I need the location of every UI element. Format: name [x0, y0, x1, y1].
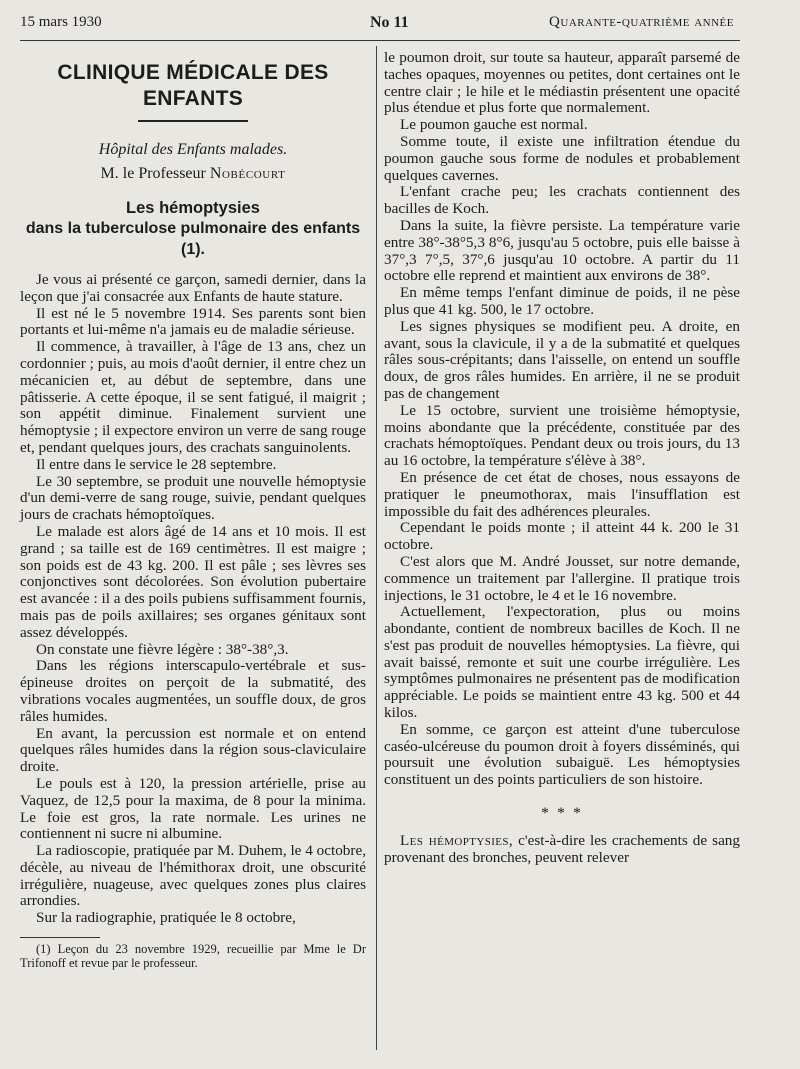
paragraph: Il commence, à travailler, à l'âge de 13 ans, chez un cordonnier ; puis, au mois d'août dernier, il entre chez un mécanicien et, au début de septembre, dans une pâtisserie. A cette époque, il se sent fatigué, il maigrit ; son appétit diminue. Finalement survient une hémoptysie ; il expectore environ un verre de sang rouge et, pendant quelques jours, des crachats sanguinolents.	[20, 338, 366, 456]
professor-prefix: M. le Professeur	[100, 165, 206, 182]
section-title: CLINIQUE MÉDICALE DES ENFANTS	[57, 61, 329, 110]
lecture-subtitle: dans la tuberculose pulmonaire des enfants (1).	[25, 220, 361, 258]
paragraph-final	[384, 833, 740, 867]
paragraph: Il entre dans le service le 28 septembre.	[36, 455, 277, 473]
paragraph: L'enfant crache peu; les crachats contiennent des bacilles de Koch.	[384, 183, 740, 218]
running-header	[20, 14, 734, 36]
paragraph: Le poumon gauche est normal.	[400, 116, 588, 134]
hospital-name: Hôpital des Enfants malades.	[98, 141, 288, 158]
paragraph: La radioscopie, pratiquée par M. Duhem, le 4 octobre, décèle, au niveau de l'hémithorax droit, une obscurité irrégulière, nuageuse, avec quelques zones plus claires arrondies.	[20, 842, 366, 910]
issue-number: No 11	[370, 14, 409, 31]
title-rule	[138, 120, 248, 122]
paragraph: En avant, la percussion est normale et on entend quelques râles humides dans la région sous-claviculaire droite.	[20, 724, 366, 776]
paragraph: En somme, ce garçon est atteint d'une tuberculose caséo-ulcéreuse du poumon droit à foyers disséminés, qui poursuit une évolution subaiguë. Les hémoptysies constituent un des points particuliers de son histoire.	[384, 720, 740, 789]
paragraph: Le 30 septembre, se produit une nouvelle hémoptysie d'un demi-verre de sang rouge, suivie, pendant quelques jours de crachats hémoptoïques.	[20, 472, 366, 524]
paragraph: On constate une fièvre légère : 38°-38°,3.	[36, 640, 289, 658]
paragraph: Le malade est alors âgé de 14 ans et 10 mois. Il est grand ; sa taille est de 169 centimètres. Il est maigre ; son poids est de 43 kg. 200. Il est pâle ; ses lèvres ses conjonctives sont décolorées. Son évolution pubertaire est avancée : il a des poils pubiens suffisamment fournis, mais pas de poils axillaires; ses organes génitaux sont assez développés.	[20, 522, 366, 641]
paragraph: Il est né le 5 novembre 1914. Ses parents sont bien portants et lui-même n'a jamais eu de maladie sérieuse.	[20, 304, 366, 339]
footnote-rule	[20, 937, 100, 938]
paragraph: Dans la suite, la fièvre persiste. La température varie entre 38°-38°5,3 8°6, jusqu'au 5 octobre, puis elle baisse à 37°,3 7°,5, 37°,6 jusqu'au 10 octobre. A partir du 11 octobre elle reprend et maintient aux environs de 38°.	[384, 216, 740, 285]
paragraph: Je vous ai présenté ce garçon, samedi dernier, dans la leçon que j'ai consacrée aux Enfants de haute stature.	[20, 271, 366, 305]
volume-year: Quarante-quatrième année	[549, 14, 734, 30]
right-column	[384, 50, 740, 867]
paragraph: C'est alors que M. André Jousset, sur notre demande, commence un traitement par l'allergine. Il pratique trois injections, le 31 octobre, le 4 et le 16 novembre.	[384, 552, 740, 604]
paragraph: Les signes physiques se modifient peu. A droite, en avant, sous la clavicule, il y a de la submatité et quelques râles sous-crépitants; dans l'aisselle, on entend un souffle doux, de gros râles humides. En arrière, il ne se produit pas de changement	[384, 317, 740, 402]
paragraph: Dans les régions interscapulo-vertébrale et sus-épineuse droites on perçoit de la submatité, des vibrations vocales augmentées, un souffle doux, de gros râles humides.	[20, 657, 366, 725]
lecture-title: Les hémoptysies	[126, 199, 260, 217]
paragraph: Sur la radiographie, pratiquée le 8 octobre,	[36, 909, 296, 927]
left-column	[20, 50, 366, 970]
header-rule	[20, 40, 740, 41]
paragraph: En même temps l'enfant diminue de poids, il ne pèse plus que 41 kg. 500, le 17 octobre.	[384, 284, 740, 318]
final-lead: Les hémoptysies,	[400, 832, 514, 850]
paragraph: Somme toute, il existe une infiltration étendue du poumon gauche sous forme de nodules et probablement quelques cavernes.	[384, 132, 740, 184]
paragraph: le poumon droit, sur toute sa hauteur, apparaît parsemé de taches opaques, moyennes ou petites, dont certaines ont le centre clair ; le hile et le médiastin présentent une opacité plus étendue et plus forte que normalement.	[384, 49, 740, 117]
paragraph: Actuellement, l'expectoration, plus ou moins abondante, contient de nombreux bacilles de Koch. Il ne s'est pas produit de nouvelles hémoptysies. La fièvre, qui avait baissé, remonte et suit une courbe irrégulière. Les symptômes pulmonaires ne présentent pas de modification appréciable. Le poids se maintient entre 43 kg. 500 et 44 kilos.	[384, 603, 740, 722]
final-rest: c'est-à-dire les crachements de sang provenant des bronches, peuvent relever	[384, 832, 740, 866]
professor-name: Nobécourt	[209, 165, 286, 182]
issue-date: 15 mars 1930	[20, 14, 102, 30]
paragraph: Cependant le poids monte ; il atteint 44 k. 200 le 31 octobre.	[384, 519, 740, 554]
paragraph: Le 15 octobre, survient une troisième hémoptysie, moins abondante que la précédente, constituée par des crachats hémoptoïques. Pendant deux ou trois jours, du 13 au 16 octobre, la température s'élève à 38°.	[384, 401, 740, 470]
paragraph: En présence de cet état de choses, nous essayons de pratiquer le pneumothorax, mais l'insufflation est impossible du fait des adhérences pleurales.	[384, 468, 740, 520]
paragraph: Le pouls est à 120, la pression artérielle, prise au Vaquez, de 12,5 pour la maxima, de 8 pour la minima. Le foie est gros, la rate normale. Les urines ne contiennent ni sucre ni albumine.	[20, 774, 366, 843]
asterism: * * *	[541, 805, 583, 823]
column-divider	[376, 46, 377, 1050]
footnote: (1) Leçon du 23 novembre 1929, recueillie par Mme le Dr Trifonoff et revue par le professeur.	[20, 942, 366, 971]
professor-line	[20, 164, 366, 184]
